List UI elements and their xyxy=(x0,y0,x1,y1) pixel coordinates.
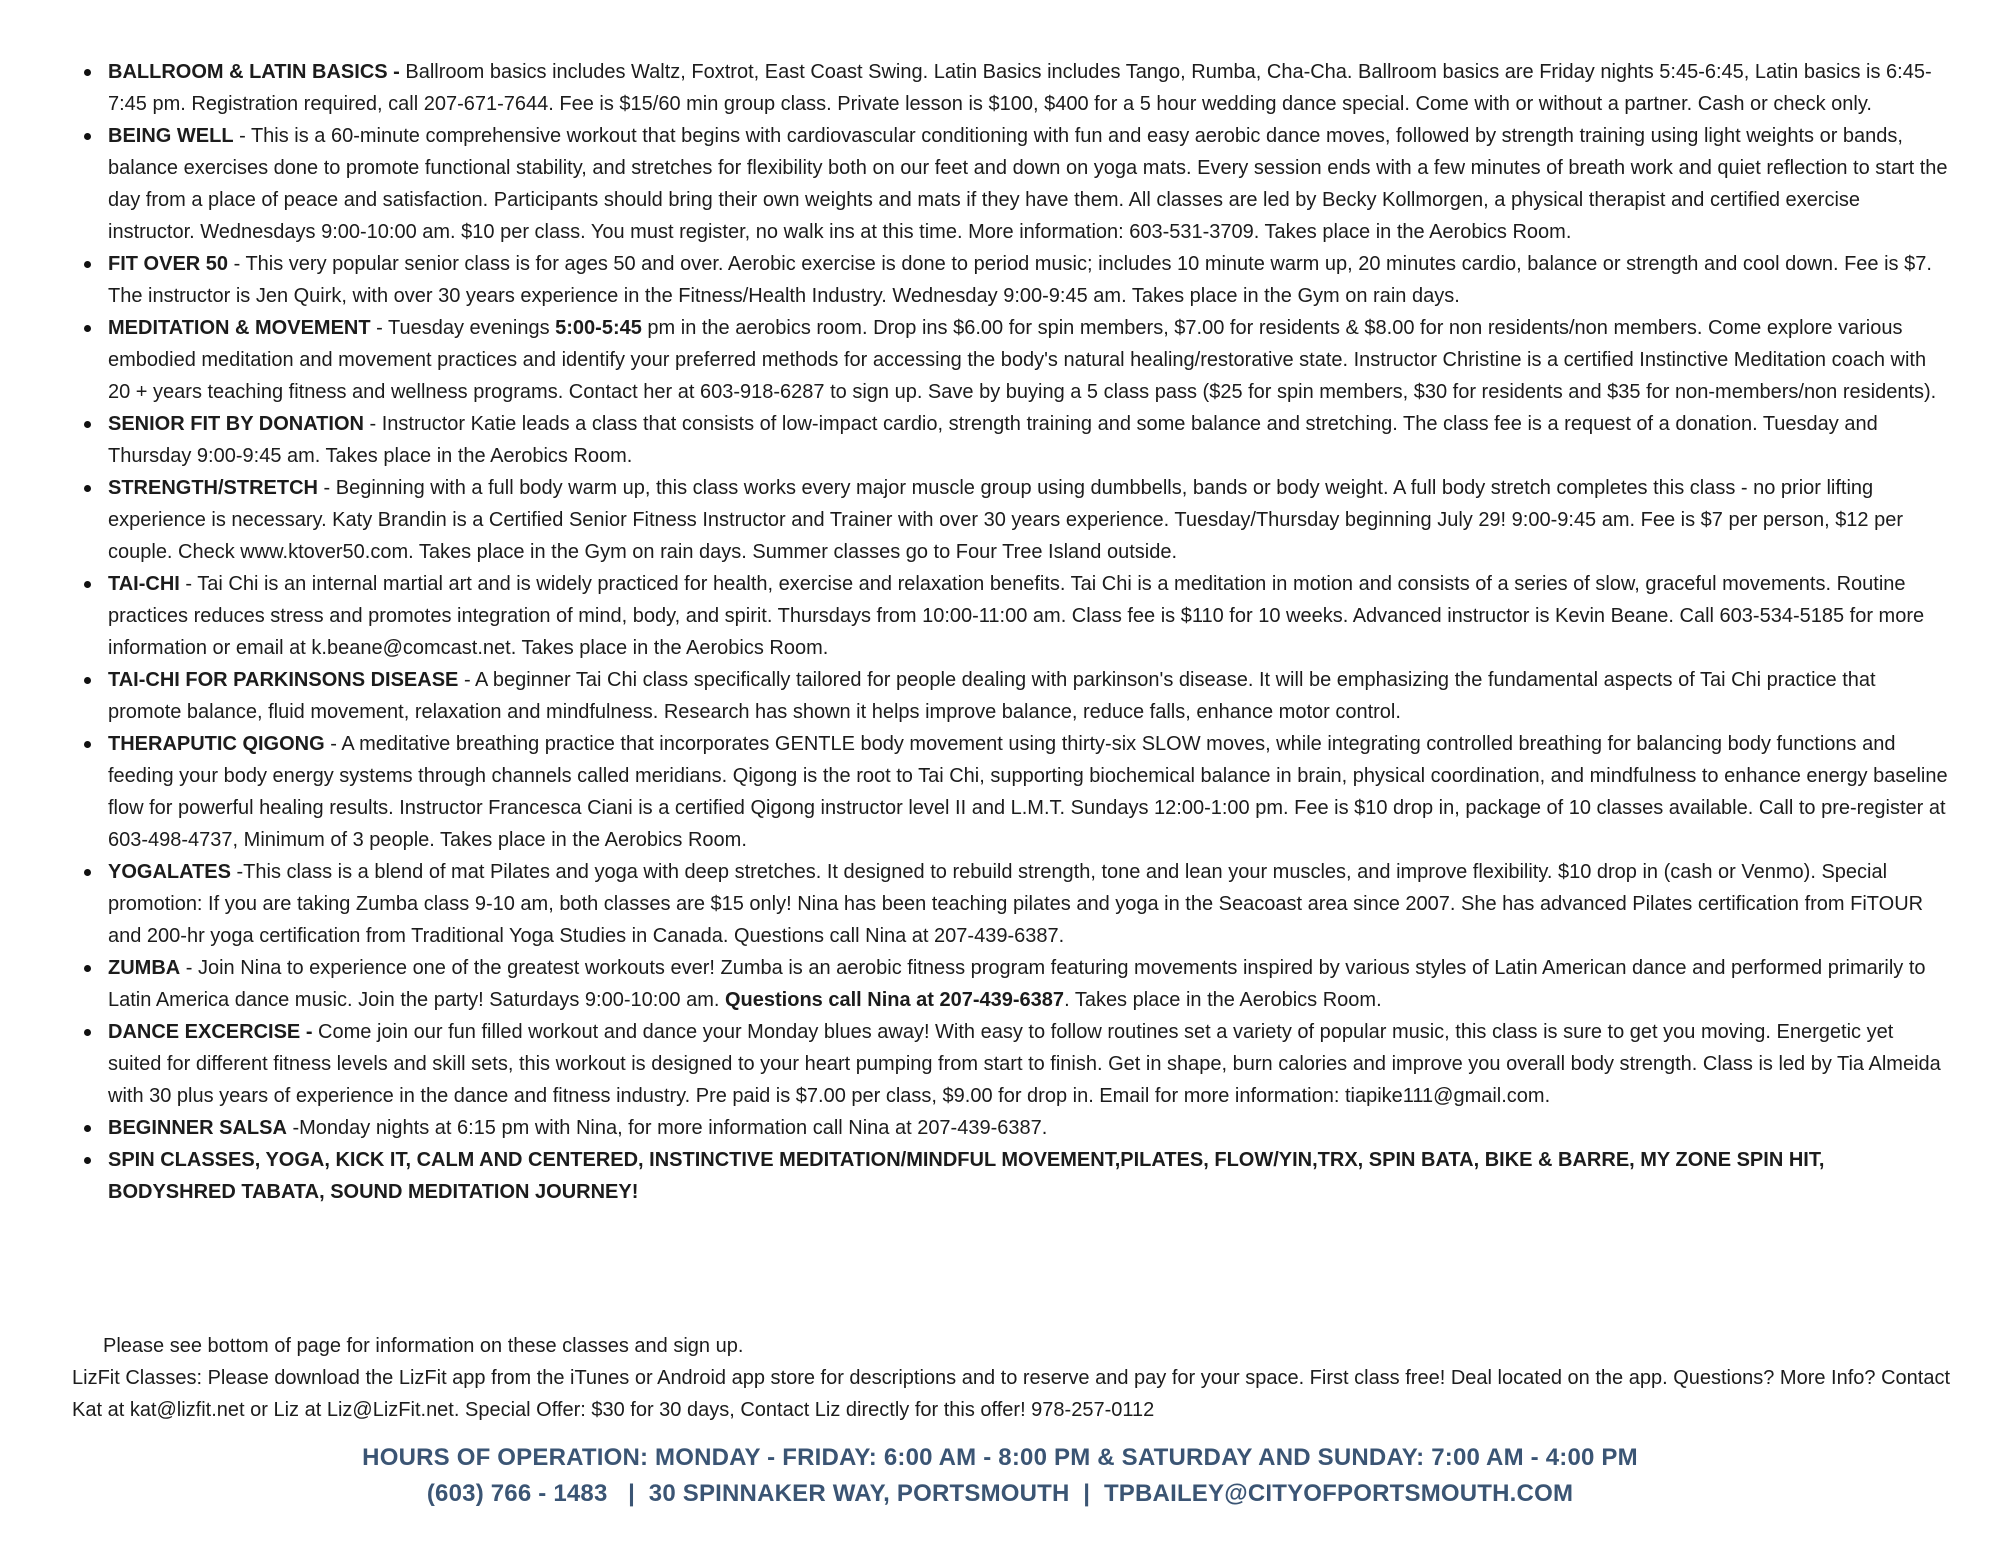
class-item-tai-chi xyxy=(108,568,1948,664)
class-item-fit-over-50 xyxy=(108,248,1948,312)
class-description: -Monday nights at 6:15 pm with Nina, for more information call Nina at 207-439-6387. xyxy=(286,1117,1048,1139)
class-item-zumba xyxy=(108,952,1948,1016)
class-description: -This class is a blend of mat Pilates and yoga with deep stretches. It designed to rebuild strength, tone and lean your muscles, and improve flexibility. $10 drop in (cash or Venmo). Special promotion: If you are taking Zumba class 9-10 am, both classes are $15 only! Nina has been teaching pilates and yoga in the Seacoast area since 2007. She has advanced Pilates certification from FiTOUR and 200-hr yoga certification from Traditional Yoga Studies in Canada. Questions call Nina at 207-439-6387. xyxy=(108,861,1924,947)
see-bottom-note: Please see bottom of page for information on these classes and sign up. xyxy=(103,1335,744,1357)
class-name: FIT OVER 50 xyxy=(108,253,229,275)
class-description: - A meditative breathing practice that incorporates GENTLE body movement using thirty-six SLOW moves, while integrating controlled breathing for balancing body functions and feeding your body energy systems through channels called meridians. Qigong is the root to Tai Chi, supporting biochemical balance in brain, physical coordination, and mindfulness to enhance energy baseline flow for powerful healing results. Instructor Francesca Ciani is a certified Qigong instructor level II and L.M.T. Sundays 12:00-1:00 pm. Fee is $10 drop in, package of 10 classes available. Call to pre-register at 603-498-4737, Minimum of 3 people. Takes place in the Aerobics Room. xyxy=(108,733,1948,851)
class-item-dance-exercise xyxy=(108,1016,1948,1112)
class-description: - Instructor Katie leads a class that consists of low-impact cardio, strength training and some balance and stretching. The class fee is a request of a donation. Tuesday and Thursday 9:00-9:45 am. Takes place in the Aerobics Room. xyxy=(108,413,1878,467)
class-name: BEGINNER SALSA xyxy=(108,1117,287,1139)
class-name: DANCE EXCERCISE - xyxy=(108,1021,313,1043)
class-description-start: - Tuesday evenings xyxy=(370,317,556,339)
class-name: TAI-CHI xyxy=(108,573,180,595)
class-description-start: - Join Nina to experience one of the greatest workouts ever! Zumba is an aerobic fitness program featuring movements inspired by various styles of Latin American dance and performed primarily to Latin America dance music. Join the party! Saturdays 9:00-10:00 am. xyxy=(108,957,1926,1011)
class-description: - A beginner Tai Chi class specifically tailored for people dealing with parkinson's disease. It will be emphasizing the fundamental aspects of Tai Chi practice that promote balance, fluid movement, relaxation and mindfulness. Research has shown it helps improve balance, reduce falls, enhance motor control. xyxy=(108,669,1876,723)
class-time-highlight: 5:00-5:45 xyxy=(555,317,642,339)
hours-of-operation: HOURS OF OPERATION: MONDAY - FRIDAY: 6:00 AM - 8:00 PM & SATURDAY AND SUNDAY: 7:00 AM - 4:00 PM xyxy=(362,1444,1638,1471)
class-name: THERAPUTIC QIGONG xyxy=(108,733,325,755)
class-description: - This very popular senior class is for ages 50 and over. Aerobic exercise is done to period music; includes 10 minute warm up, 20 minutes cardio, balance or strength and cool down. Fee is $7. The instructor is Jen Quirk, with over 30 years experience in the Fitness/Health Industry. Wednesday 9:00-9:45 am. Takes place in the Gym on rain days. xyxy=(108,253,1932,307)
class-item-strength-stretch xyxy=(108,472,1948,568)
class-item-tai-chi-parkinsons xyxy=(108,664,1948,728)
class-item-meditation-movement xyxy=(108,312,1948,408)
class-description: - This is a 60-minute comprehensive workout that begins with cardiovascular conditioning with fun and easy aerobic dance moves, followed by strength training using light weights or bands, balance exercises done to promote functional stability, and stretches for flexibility both on our feet and down on yoga mats. Every session ends with a few minutes of breath work and quiet reflection to start the day from a place of peace and satisfaction. Participants should bring their own weights and mats if they have them. All classes are led by Becky Kollmorgen, a physical therapist and certified exercise instructor. Wednesdays 9:00-10:00 am. $10 per class. You must register, no walk ins at this time. More information: 603-531-3709. Takes place in the Aerobics Room. xyxy=(108,125,1948,243)
class-description: - Tai Chi is an internal martial art and is widely practiced for health, exercise and relaxation benefits. Tai Chi is a meditation in motion and consists of a series of slow, graceful movements. Routine practices reduces stress and promotes integration of mind, body, and spirit. Thursdays from 10:00-11:00 am. Class fee is $110 for 10 weeks. Advanced instructor is Kevin Beane. Call 603-534-5185 for more information or email at k.beane@comcast.net. Takes place in the Aerobics Room. xyxy=(108,573,1925,659)
class-name: MEDITATION & MOVEMENT xyxy=(108,317,371,339)
class-item-beginner-salsa xyxy=(108,1112,1948,1144)
class-name: ZUMBA xyxy=(108,957,181,979)
class-description: Ballroom basics includes Waltz, Foxtrot, East Coast Swing. Latin Basics includes Tango, Rumba, Cha-Cha. Ballroom basics are Friday nights 5:45-6:45, Latin basics is 6:45-7:45 pm. Registration required, call 207-671-7644. Fee is $15/60 min group class. Private lesson is $100, $400 for a 5 hour wedding dance special. Come with or without a partner. Cash or check only. xyxy=(108,61,1932,115)
class-item-lizfit-classes xyxy=(108,1144,1948,1208)
class-description: Come join our fun filled workout and dance your Monday blues away! With easy to follow routines set a variety of popular music, this class is sure to get you moving. Energetic yet suited for different fitness levels and skill sets, this workout is designed to your heart pumping from start to finish. Get in shape, burn calories and improve you overall body strength. Class is led by Tia Almeida with 30 plus years of experience in the dance and fitness industry. Pre paid is $7.00 per class, $9.00 for drop in. Email for more information: tiapike111@gmail.com. xyxy=(108,1021,1941,1107)
class-description-end: . Takes place in the Aerobics Room. xyxy=(1064,989,1382,1011)
class-item-qigong xyxy=(108,728,1948,856)
lizfit-info: LizFit Classes: Please download the LizFit app from the iTunes or Android app store for descriptions and to reserve and pay for your space. First class free! Deal located on the app. Questions? More Info? Contact Kat at kat@lizfit.net or Liz at Liz@LizFit.net. Special Offer: $30 for 30 days, Contact Liz directly for this offer! 978-257-0112 xyxy=(72,1367,1951,1421)
class-name: SPIN CLASSES, YOGA, KICK IT, CALM AND CENTERED, INSTINCTIVE MEDITATION/MINDFUL MOVEMENT,PILATES, FLOW/YIN,TRX, SPIN BATA, BIKE & BARRE, MY ZONE SPIN HIT, BODYSHRED TABATA, SOUND MEDITATION JOURNEY! xyxy=(108,1149,1825,1203)
contact-line: (603) 766 - 1483 | 30 SPINNAKER WAY, PORTSMOUTH | TPBAILEY@CITYOFPORTSMOUTH.COM xyxy=(426,1480,1574,1507)
class-item-being-well xyxy=(108,120,1948,248)
class-contact-highlight: Questions call Nina at 207-439-6387 xyxy=(725,989,1065,1011)
class-name: BALLROOM & LATIN BASICS - xyxy=(108,61,400,83)
class-description: - Beginning with a full body warm up, this class works every major muscle group using dumbbells, bands or body weight. A full body stretch completes this class - no prior lifting experience is necessary. Katy Brandin is a Certified Senior Fitness Instructor and Trainer with over 30 years experience. Tuesday/Thursday beginning July 29! 9:00-9:45 am. Fee is $7 per person, $12 per couple. Check www.ktover50.com. Takes place in the Gym on rain days. Summer classes go to Four Tree Island outside. xyxy=(108,477,1904,563)
footer xyxy=(0,1440,2000,1512)
class-name: BEING WELL xyxy=(108,125,234,147)
class-name: STRENGTH/STRETCH xyxy=(108,477,318,499)
class-name: TAI-CHI FOR PARKINSONS DISEASE xyxy=(108,669,459,691)
class-item-senior-fit xyxy=(108,408,1948,472)
class-item-ballroom-latin xyxy=(108,56,1948,120)
class-item-yogalates xyxy=(108,856,1948,952)
class-description-end: pm in the aerobics room. Drop ins $6.00 for spin members, $7.00 for residents & $8.00 for non residents/non members. Come explore various embodied meditation and movement practices and identify your preferred methods for accessing the body's natural healing/restorative state. Instructor Christine is a certified Instinctive Meditation coach with 20 + years teaching fitness and wellness programs. Contact her at 603-918-6287 to sign up. Save by buying a 5 class pass ($25 for spin members, $30 for residents and $35 for non-members/non residents). xyxy=(108,317,1937,403)
class-name: SENIOR FIT BY DONATION xyxy=(108,413,364,435)
class-list xyxy=(108,56,1948,1208)
class-name: YOGALATES xyxy=(108,861,231,883)
